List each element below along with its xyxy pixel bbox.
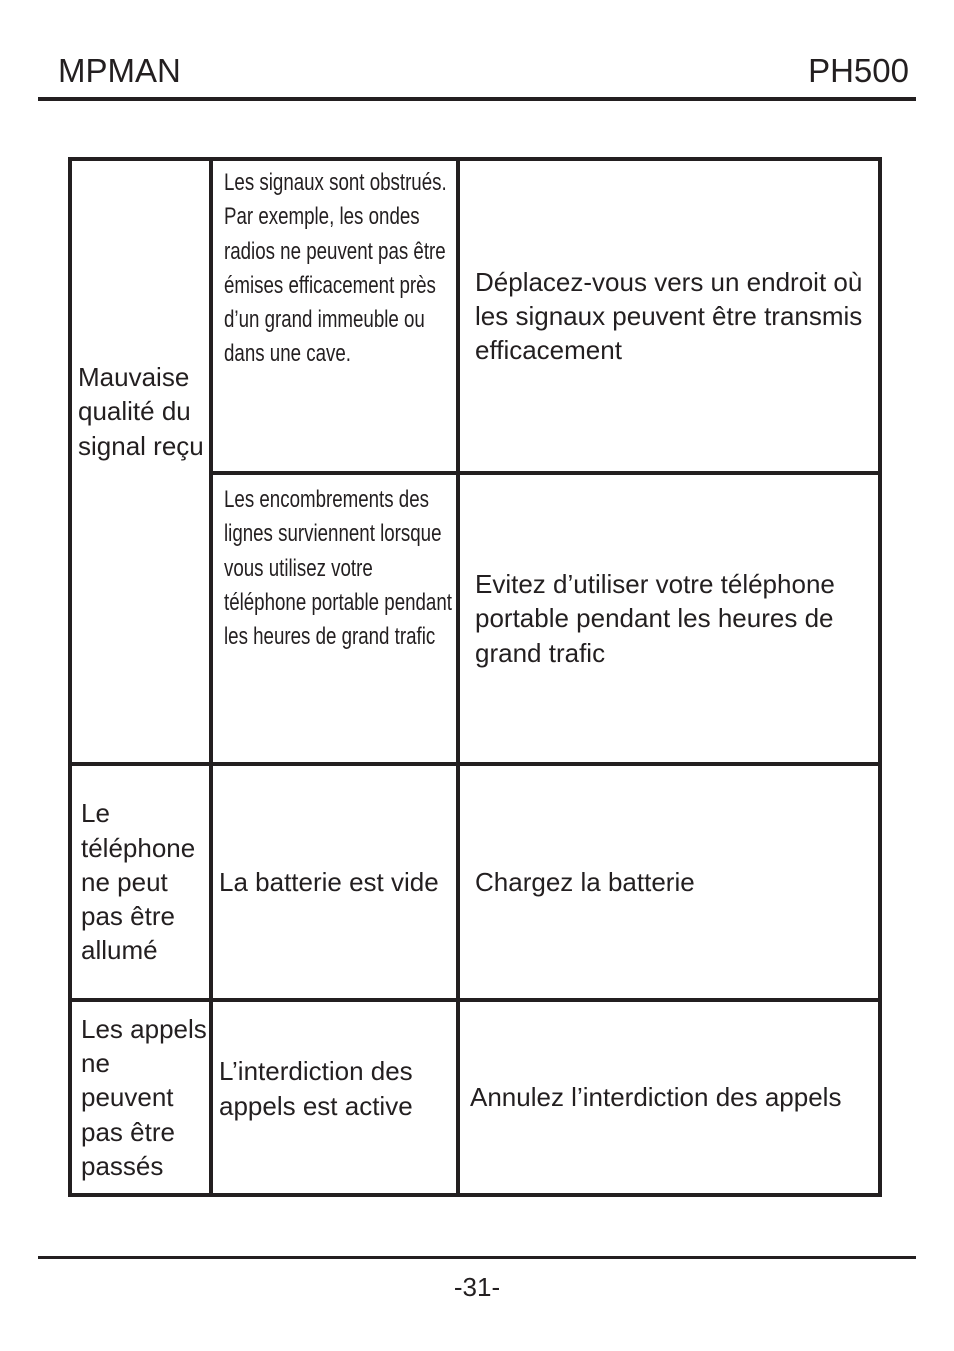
solution-text: Déplacez-vous vers un endroit où les signaux peuvent être transmis efficacement <box>475 266 863 366</box>
solution-cell-cancel <box>470 1002 878 1193</box>
page-number: -31- <box>453 1272 501 1302</box>
cause-cell-battery <box>219 766 456 998</box>
cause-text: Les signaux sont obstrués. Par exemple, les ondes radios ne peuvent pas être émises efficacement près d’un grand immeuble ou dans une cave. <box>224 169 447 368</box>
problem-text: Mauvaise qualité du signal reçu <box>78 362 204 461</box>
troubleshooting-table <box>68 157 882 1197</box>
header-brand: MPMAN <box>58 52 181 89</box>
problem-text: Les appels ne peuvent pas être passés <box>81 1013 207 1181</box>
solution-cell-avoid <box>475 475 878 762</box>
solution-cell-charge <box>475 766 878 998</box>
table-border-right <box>878 157 882 1197</box>
table-border-left <box>68 157 72 1197</box>
footer-rule <box>38 1256 916 1259</box>
solution-text: Evitez d’utiliser votre téléphone portable pendant les heures de grand trafic <box>475 569 835 668</box>
problem-cell-power <box>81 766 209 998</box>
solution-text: Annulez l’interdiction des appels <box>470 1082 842 1113</box>
cause-text: Les encombrements des lignes surviennent lorsque vous utilisez votre téléphone portable pendant les heures de grand trafic <box>224 486 452 651</box>
column-divider-1 <box>209 157 213 1197</box>
problem-cell-calls <box>81 1002 209 1193</box>
cause-cell-barring <box>219 1002 441 1193</box>
solution-text: Chargez la batterie <box>475 866 695 897</box>
solution-cell-move <box>475 161 878 471</box>
header-rule <box>38 97 916 101</box>
cause-text: L’interdiction des appels est active <box>219 1056 413 1121</box>
header-model: PH500 <box>808 52 909 89</box>
cause-text: La batterie est vide <box>219 866 439 897</box>
table-border-bottom <box>68 1193 882 1197</box>
problem-cell-signal <box>78 161 209 762</box>
problem-text: Le téléphone ne peut pas être allumé <box>81 798 196 966</box>
